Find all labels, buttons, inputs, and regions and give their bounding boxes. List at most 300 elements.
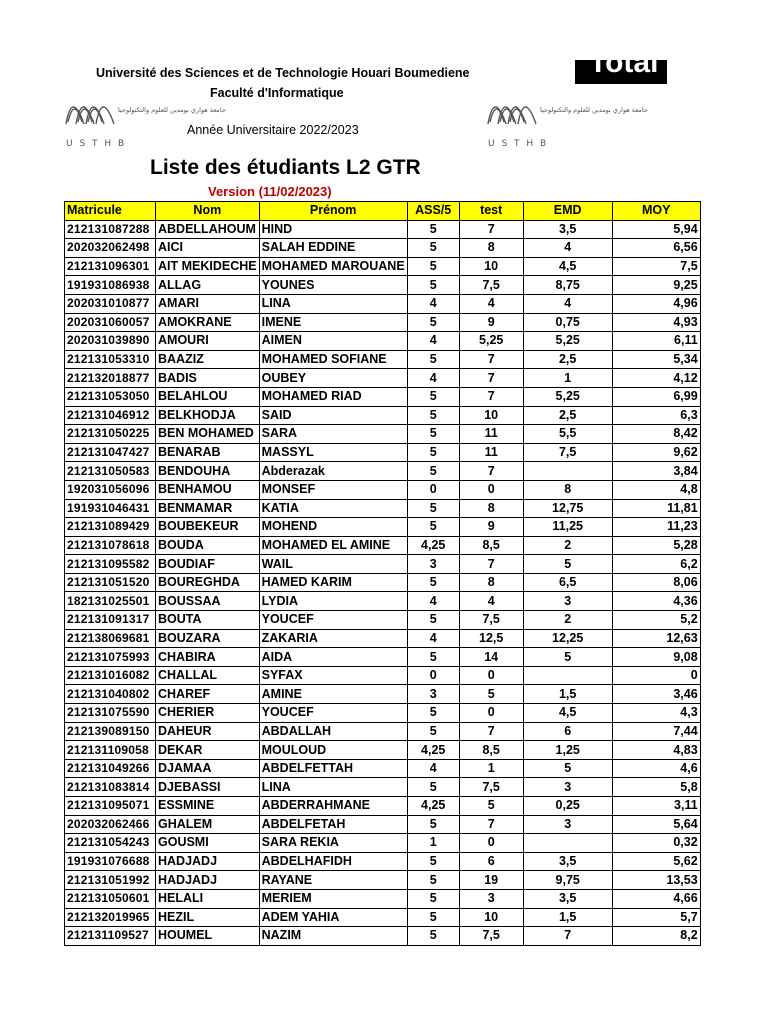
table-row [65,425,701,444]
cell-matricule: 212131075590 [65,704,156,723]
cell-moy: 7,5 [612,257,700,276]
cell-ass: 5 [407,443,459,462]
cell-ass: 5 [407,704,459,723]
cell-nom: GOUSMI [156,834,260,853]
cell-test: 5,25 [459,332,523,351]
cell-moy: 5,2 [612,611,700,630]
cell-nom: HADJADJ [156,871,260,890]
cell-ass: 5 [407,313,459,332]
cell-prenom: MERIEM [259,889,407,908]
students-table [64,201,701,946]
cell-matricule: 212131054243 [65,834,156,853]
cell-prenom: YOUCEF [259,704,407,723]
table-row [65,480,701,499]
cell-nom: BENHAMOU [156,480,260,499]
cell-matricule: 212131016082 [65,666,156,685]
cell-emd: 5 [523,759,612,778]
cell-prenom: MASSYL [259,443,407,462]
cell-ass: 5 [407,350,459,369]
cell-nom: GHALEM [156,815,260,834]
cell-emd: 1,25 [523,741,612,760]
cell-emd: 3 [523,592,612,611]
cell-moy: 8,2 [612,927,700,946]
cell-nom: HEZIL [156,908,260,927]
cell-prenom: LINA [259,294,407,313]
cell-moy: 6,3 [612,406,700,425]
cell-emd: 0,75 [523,313,612,332]
cell-matricule: 212138069681 [65,629,156,648]
svg-text:جامعة هواري بومدين للعلوم والت: جامعة هواري بومدين للعلوم والتكنولوجيا [540,106,648,114]
table-row [65,443,701,462]
version-label: Version (11/02/2023) [208,184,332,199]
cell-nom: BENDOUHA [156,462,260,481]
table-row [65,685,701,704]
cell-nom: BOUSSAA [156,592,260,611]
cell-matricule: 202032062466 [65,815,156,834]
university-name: Université des Sciences et de Technologie Houari Boumediene [96,66,470,80]
cell-test: 8 [459,239,523,258]
cell-emd: 7,5 [523,443,612,462]
cell-ass: 0 [407,480,459,499]
cell-test: 4 [459,294,523,313]
table-row [65,908,701,927]
cell-ass: 4 [407,592,459,611]
cell-ass: 4 [407,332,459,351]
cell-matricule: 212131051520 [65,573,156,592]
cell-emd: 3,5 [523,889,612,908]
cell-prenom: SAID [259,406,407,425]
cell-test: 7,5 [459,611,523,630]
cell-emd: 5 [523,648,612,667]
cell-moy: 6,56 [612,239,700,258]
cell-moy: 3,46 [612,685,700,704]
table-row [65,834,701,853]
table-row [65,889,701,908]
cell-ass: 5 [407,387,459,406]
table-row [65,332,701,351]
cell-test: 0 [459,666,523,685]
cell-nom: AIT MEKIDECHE [156,257,260,276]
table-row [65,294,701,313]
cell-matricule: 212132019965 [65,908,156,927]
cell-nom: DJEBASSI [156,778,260,797]
column-header-prenom: Prénom [259,202,407,221]
cell-emd: 4,5 [523,704,612,723]
cell-test: 8,5 [459,741,523,760]
cell-prenom: SYFAX [259,666,407,685]
cell-moy: 4,12 [612,369,700,388]
column-header-ass: ASS/5 [407,202,459,221]
cell-matricule: 202032062498 [65,239,156,258]
cell-prenom: HAMED KARIM [259,573,407,592]
cell-moy: 11,23 [612,518,700,537]
cell-matricule: 212131050583 [65,462,156,481]
table-row [65,666,701,685]
cell-prenom: MOHAMED RIAD [259,387,407,406]
cell-nom: ALLAG [156,276,260,295]
cell-test: 9 [459,518,523,537]
cell-moy: 5,28 [612,536,700,555]
cell-matricule: 212131109527 [65,927,156,946]
cell-emd: 12,25 [523,629,612,648]
cell-prenom: HIND [259,220,407,239]
cell-prenom: ABDELFETTAH [259,759,407,778]
table-row [65,220,701,239]
cell-moy: 4,6 [612,759,700,778]
cell-matricule: 212131089429 [65,518,156,537]
cell-ass: 5 [407,425,459,444]
svg-text:U S T H B: U S T H B [66,139,127,149]
cell-test: 5 [459,685,523,704]
cell-nom: BADIS [156,369,260,388]
cell-emd: 5,25 [523,387,612,406]
cell-emd: 11,25 [523,518,612,537]
cell-test: 7 [459,815,523,834]
cell-moy: 9,25 [612,276,700,295]
cell-test: 0 [459,834,523,853]
cell-prenom: NAZIM [259,927,407,946]
cell-prenom: MOHAMED MAROUANE [259,257,407,276]
cell-ass: 5 [407,722,459,741]
cell-emd: 1,5 [523,908,612,927]
column-header-nom: Nom [156,202,260,221]
cell-moy: 11,81 [612,499,700,518]
cell-test: 7 [459,369,523,388]
cell-ass: 5 [407,239,459,258]
table-row [65,741,701,760]
cell-nom: ESSMINE [156,797,260,816]
table-row [65,406,701,425]
cell-test: 9 [459,313,523,332]
cell-ass: 5 [407,499,459,518]
cell-emd: 12,75 [523,499,612,518]
cell-emd: 4 [523,294,612,313]
table-row [65,722,701,741]
cell-nom: BOUBEKEUR [156,518,260,537]
cell-ass: 5 [407,852,459,871]
cell-ass: 5 [407,927,459,946]
cell-matricule: 212131047427 [65,443,156,462]
cell-ass: 3 [407,555,459,574]
cell-ass: 5 [407,276,459,295]
column-header-moy: MOY [612,202,700,221]
cell-nom: BOUREGHDA [156,573,260,592]
total-banner [575,46,667,84]
table-body [65,220,701,945]
cell-emd: 3,5 [523,852,612,871]
cell-prenom: ZAKARIA [259,629,407,648]
cell-nom: DJAMAA [156,759,260,778]
cell-matricule: 182131025501 [65,592,156,611]
table-row [65,573,701,592]
cell-matricule: 191931076688 [65,852,156,871]
cell-ass: 5 [407,778,459,797]
cell-test: 8,5 [459,536,523,555]
cell-matricule: 212131040802 [65,685,156,704]
cell-test: 7,5 [459,778,523,797]
cell-matricule: 212131049266 [65,759,156,778]
cell-test: 11 [459,443,523,462]
cell-prenom: YOUCEF [259,611,407,630]
cell-test: 19 [459,871,523,890]
cell-nom: BEN MOHAMED [156,425,260,444]
cell-moy: 5,62 [612,852,700,871]
cell-ass: 5 [407,815,459,834]
cell-test: 7 [459,722,523,741]
cell-emd: 5 [523,555,612,574]
cell-matricule: 202031010877 [65,294,156,313]
cell-prenom: OUBEY [259,369,407,388]
cell-emd [523,666,612,685]
cell-prenom: AIDA [259,648,407,667]
cell-matricule: 212131051992 [65,871,156,890]
cell-nom: CHALLAL [156,666,260,685]
cell-nom: ABDELLAHOUM [156,220,260,239]
total-label: Total [589,46,659,79]
cell-moy: 13,53 [612,871,700,890]
cell-moy: 8,42 [612,425,700,444]
cell-nom: BOUDIAF [156,555,260,574]
cell-test: 14 [459,648,523,667]
cell-ass: 5 [407,648,459,667]
cell-nom: HELALI [156,889,260,908]
cell-emd: 1 [523,369,612,388]
table-row [65,592,701,611]
cell-matricule: 212131095582 [65,555,156,574]
cell-test: 10 [459,908,523,927]
cell-ass: 5 [407,573,459,592]
cell-matricule: 212131050225 [65,425,156,444]
table-row [65,629,701,648]
cell-emd: 6 [523,722,612,741]
cell-matricule: 191931046431 [65,499,156,518]
page-title: Liste des étudiants L2 GTR [150,156,421,179]
cell-prenom: SALAH EDDINE [259,239,407,258]
table-row [65,759,701,778]
cell-test: 7,5 [459,927,523,946]
cell-test: 11 [459,425,523,444]
table-row [65,778,701,797]
cell-test: 8 [459,573,523,592]
cell-matricule: 212131083814 [65,778,156,797]
table-header-row [65,202,701,221]
cell-moy: 7,44 [612,722,700,741]
cell-prenom: MONSEF [259,480,407,499]
table-row [65,852,701,871]
cell-matricule: 212131050601 [65,889,156,908]
cell-prenom: ABDELHAFIDH [259,852,407,871]
cell-nom: HADJADJ [156,852,260,871]
cell-prenom: ABDELFETAH [259,815,407,834]
cell-matricule: 212131046912 [65,406,156,425]
cell-prenom: ABDALLAH [259,722,407,741]
cell-test: 0 [459,704,523,723]
cell-emd: 4 [523,239,612,258]
cell-moy: 3,84 [612,462,700,481]
cell-nom: BOUTA [156,611,260,630]
cell-moy: 4,83 [612,741,700,760]
cell-emd: 8 [523,480,612,499]
cell-prenom: AMINE [259,685,407,704]
cell-test: 5 [459,797,523,816]
cell-moy: 0 [612,666,700,685]
cell-prenom: AIMEN [259,332,407,351]
cell-nom: BELAHLOU [156,387,260,406]
cell-emd: 0,25 [523,797,612,816]
cell-matricule: 212131096301 [65,257,156,276]
cell-moy: 8,06 [612,573,700,592]
cell-prenom: MOHAMED SOFIANE [259,350,407,369]
usthb-logo [62,86,226,156]
cell-test: 4 [459,592,523,611]
cell-matricule: 192031056096 [65,480,156,499]
cell-test: 7 [459,350,523,369]
cell-matricule: 212131053050 [65,387,156,406]
cell-emd: 2,5 [523,350,612,369]
cell-prenom: WAIL [259,555,407,574]
cell-matricule: 212131087288 [65,220,156,239]
usthb-logo [484,86,648,156]
cell-prenom: SARA REKIA [259,834,407,853]
cell-moy: 9,08 [612,648,700,667]
cell-emd [523,462,612,481]
cell-prenom: SARA [259,425,407,444]
table-row [65,797,701,816]
cell-prenom: LYDIA [259,592,407,611]
table-row [65,462,701,481]
cell-ass: 4,25 [407,741,459,760]
cell-nom: BENARAB [156,443,260,462]
cell-emd: 4,5 [523,257,612,276]
cell-prenom: KATIA [259,499,407,518]
cell-nom: HOUMEL [156,927,260,946]
cell-emd: 3,5 [523,220,612,239]
cell-emd: 3 [523,815,612,834]
cell-prenom: LINA [259,778,407,797]
cell-matricule: 212131091317 [65,611,156,630]
cell-matricule: 212132018877 [65,369,156,388]
cell-matricule: 212139089150 [65,722,156,741]
cell-moy: 5,94 [612,220,700,239]
cell-moy: 5,8 [612,778,700,797]
table-row [65,518,701,537]
faculty-name: Faculté d'Informatique [210,86,344,100]
cell-ass: 5 [407,611,459,630]
cell-test: 10 [459,257,523,276]
table-row [65,555,701,574]
cell-matricule: 212131053310 [65,350,156,369]
cell-ass: 5 [407,889,459,908]
column-header-matricule: Matricule [65,202,156,221]
cell-test: 1 [459,759,523,778]
cell-emd: 6,5 [523,573,612,592]
svg-text:U S T H B: U S T H B [488,139,549,149]
cell-ass: 1 [407,834,459,853]
cell-matricule: 212131075993 [65,648,156,667]
cell-test: 0 [459,480,523,499]
cell-moy: 0,32 [612,834,700,853]
cell-matricule: 202031039890 [65,332,156,351]
cell-test: 7 [459,387,523,406]
cell-moy: 6,11 [612,332,700,351]
cell-matricule: 212131078618 [65,536,156,555]
cell-ass: 4 [407,759,459,778]
cell-ass: 0 [407,666,459,685]
cell-ass: 5 [407,257,459,276]
cell-moy: 12,63 [612,629,700,648]
cell-emd: 7 [523,927,612,946]
cell-nom: AICI [156,239,260,258]
cell-test: 3 [459,889,523,908]
cell-moy: 6,99 [612,387,700,406]
cell-ass: 5 [407,462,459,481]
table-row [65,927,701,946]
cell-prenom: MOHAMED EL AMINE [259,536,407,555]
cell-nom: BOUDA [156,536,260,555]
table-row [65,276,701,295]
table-row [65,871,701,890]
table-row [65,257,701,276]
cell-moy: 9,62 [612,443,700,462]
cell-moy: 3,11 [612,797,700,816]
cell-test: 7 [459,462,523,481]
table-row [65,611,701,630]
cell-moy: 5,34 [612,350,700,369]
table-row [65,239,701,258]
svg-text:جامعة هواري بومدين للعلوم والت: جامعة هواري بومدين للعلوم والتكنولوجيا [118,106,226,114]
cell-matricule: 191931086938 [65,276,156,295]
cell-emd: 5,5 [523,425,612,444]
cell-moy: 4,3 [612,704,700,723]
cell-test: 6 [459,852,523,871]
cell-nom: AMARI [156,294,260,313]
cell-test: 10 [459,406,523,425]
cell-moy: 4,36 [612,592,700,611]
table-row [65,648,701,667]
cell-test: 12,5 [459,629,523,648]
cell-prenom: Abderazak [259,462,407,481]
cell-ass: 3 [407,685,459,704]
cell-moy: 4,96 [612,294,700,313]
cell-nom: BENMAMAR [156,499,260,518]
cell-ass: 4,25 [407,536,459,555]
cell-emd: 2,5 [523,406,612,425]
cell-prenom: ADEM YAHIA [259,908,407,927]
cell-prenom: RAYANE [259,871,407,890]
cell-emd: 9,75 [523,871,612,890]
cell-moy: 4,8 [612,480,700,499]
cell-emd: 2 [523,536,612,555]
cell-emd: 8,75 [523,276,612,295]
cell-matricule: 212131109058 [65,741,156,760]
cell-prenom: MOHEND [259,518,407,537]
cell-ass: 5 [407,518,459,537]
cell-nom: BELKHODJA [156,406,260,425]
cell-nom: CHAREF [156,685,260,704]
table-row [65,815,701,834]
cell-emd [523,834,612,853]
cell-ass: 5 [407,871,459,890]
cell-ass: 4 [407,629,459,648]
cell-test: 7,5 [459,276,523,295]
cell-nom: DEKAR [156,741,260,760]
cell-prenom: ABDERRAHMANE [259,797,407,816]
cell-emd: 5,25 [523,332,612,351]
cell-nom: AMOURI [156,332,260,351]
column-header-test: test [459,202,523,221]
column-header-emd: EMD [523,202,612,221]
table-row [65,350,701,369]
